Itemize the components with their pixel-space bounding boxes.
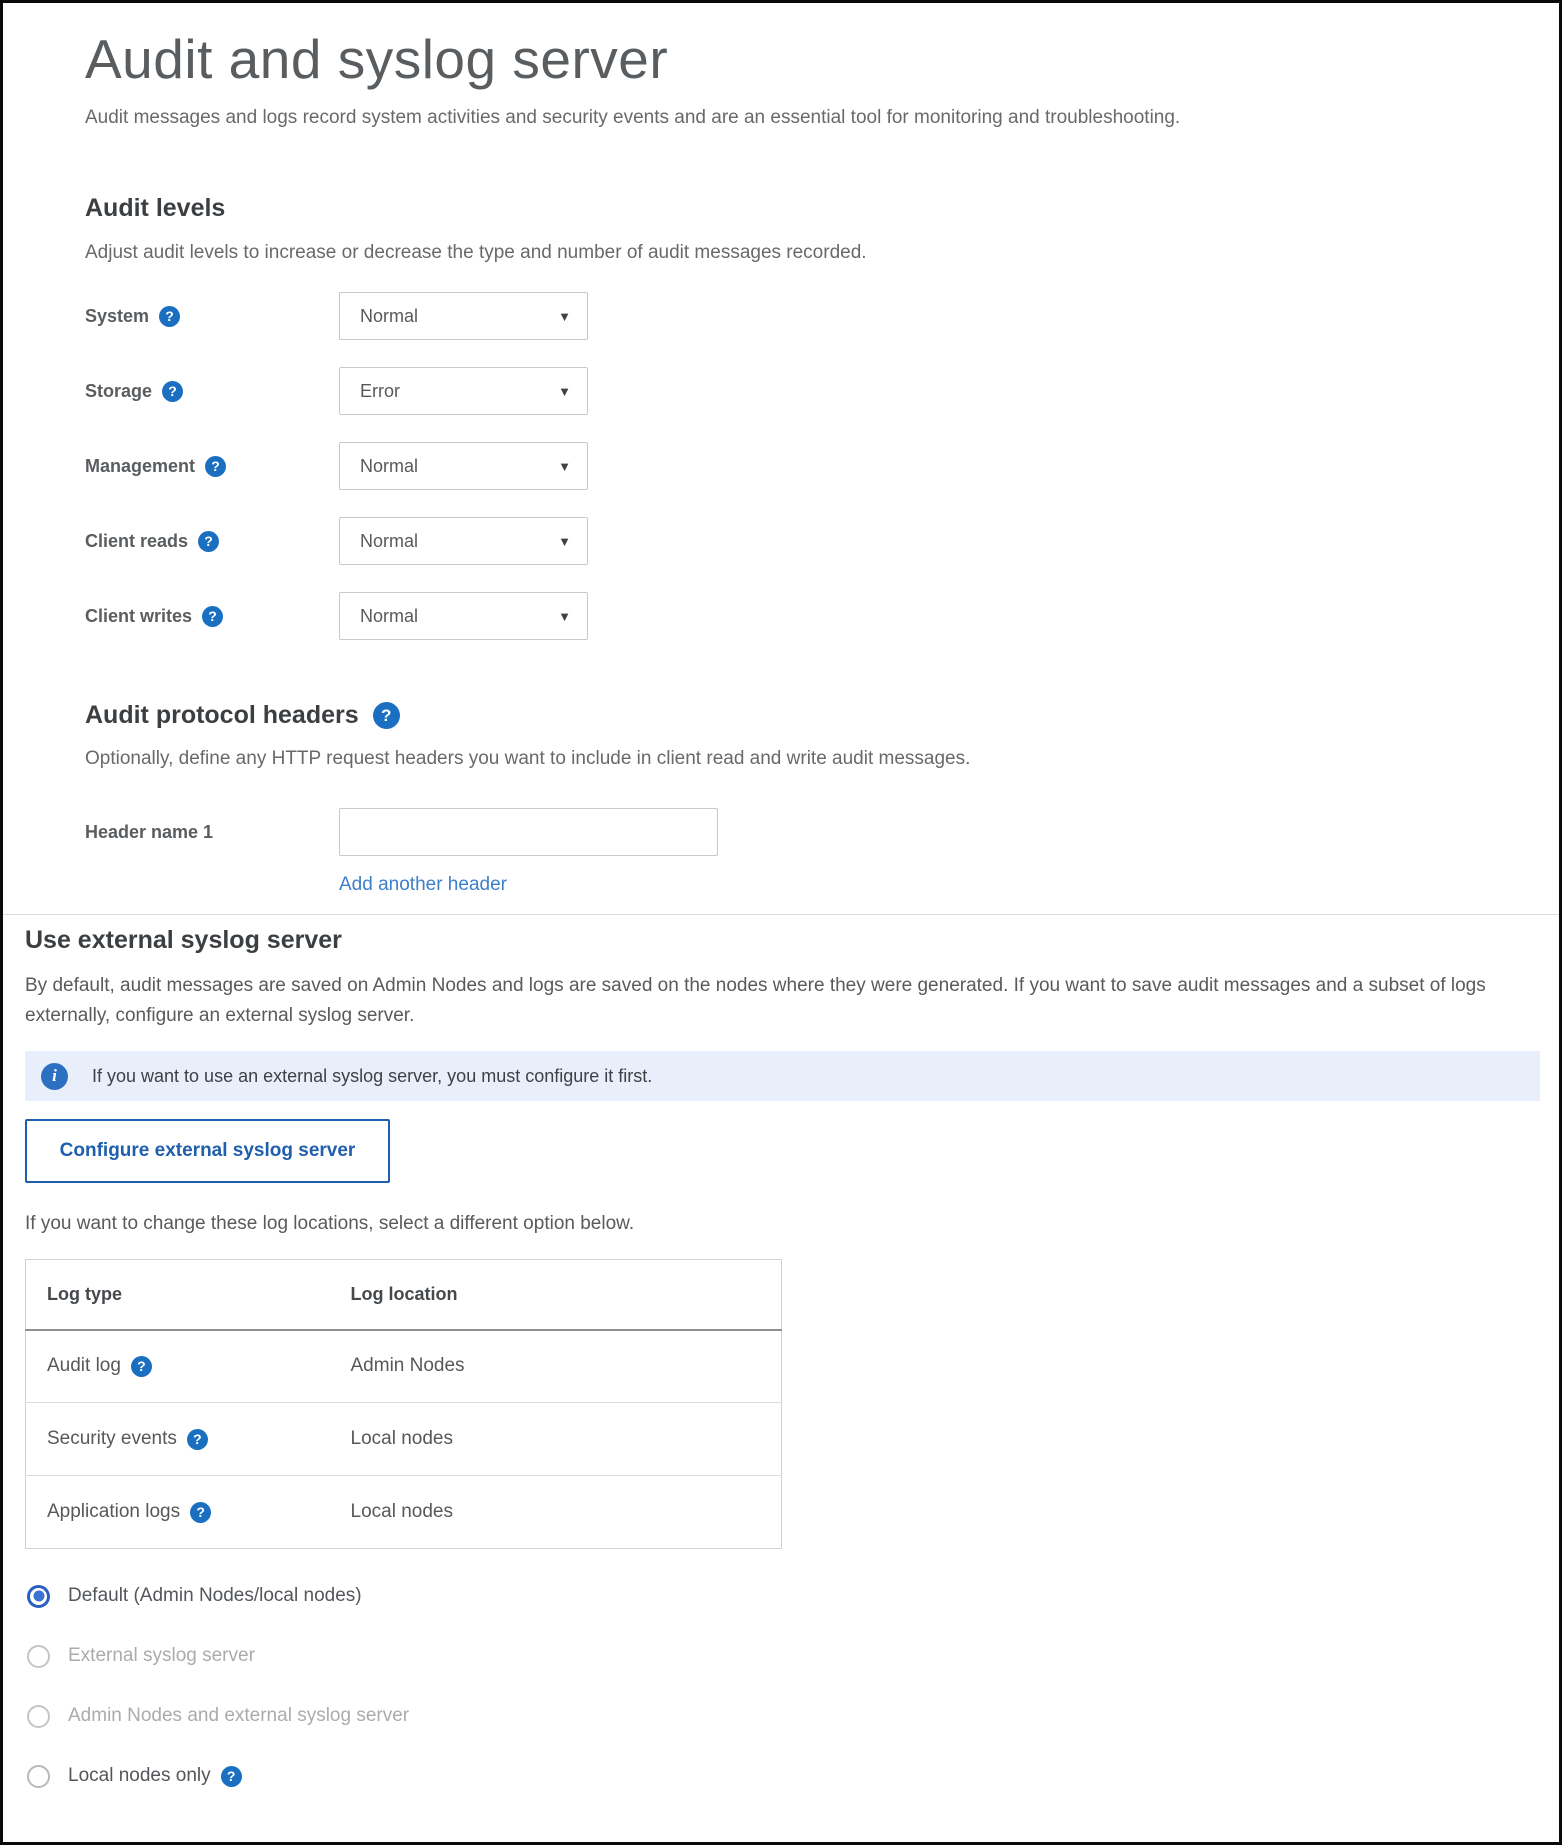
storage-label: Storage [85, 380, 153, 401]
storage-label-cell [85, 381, 339, 402]
audit-level-row-management [85, 442, 1499, 490]
radio-local-nodes-only-label: Local nodes only [68, 1765, 211, 1786]
table-row-audit-log [26, 1330, 782, 1403]
radio-admin-and-external-label: Admin Nodes and external syslog server [68, 1705, 410, 1726]
application-logs-location-cell: Local nodes [350, 1501, 453, 1522]
management-level-select[interactable] [339, 442, 588, 490]
local-nodes-only-help-icon[interactable]: ? [221, 1766, 242, 1787]
audit-level-row-client-writes [85, 592, 1499, 640]
table-header-row [26, 1260, 782, 1330]
audit-levels-heading: Audit levels [85, 194, 226, 222]
storage-level-value: Error [360, 380, 400, 401]
change-log-locations-note: If you want to change these log locations, select a different option below. [25, 1213, 635, 1234]
log-locations-table [25, 1259, 782, 1549]
option-local-nodes-only [27, 1765, 1537, 1787]
external-syslog-section [3, 923, 1559, 1787]
info-banner-text: If you want to use an external syslog server, you must configure it first. [92, 1065, 653, 1086]
header-name-label: Header name 1 [85, 821, 214, 842]
storage-level-select[interactable] [339, 367, 588, 415]
info-icon: i [41, 1063, 68, 1090]
log-location-column-header: Log location [351, 1260, 782, 1330]
audit-levels-form [85, 292, 1499, 640]
client-reads-label-cell [85, 531, 339, 552]
audit-settings-section [3, 27, 1559, 896]
radio-default-label: Default (Admin Nodes/local nodes) [68, 1585, 362, 1606]
radio-external-syslog-label: External syslog server [68, 1645, 255, 1666]
configure-external-syslog-button[interactable]: Configure external syslog server [25, 1119, 390, 1183]
audit-log-cell: Audit log [47, 1355, 121, 1377]
chevron-down-icon: ▼ [558, 383, 571, 399]
protocol-headers-heading-row [85, 698, 1499, 732]
audit-level-row-storage [85, 367, 1499, 415]
radio-external-syslog [27, 1645, 50, 1668]
table-row-application-logs [26, 1476, 782, 1549]
protocol-headers-heading: Audit protocol headers [85, 701, 359, 729]
page-title: Audit and syslog server [85, 28, 669, 90]
client-reads-help-icon[interactable]: ? [198, 531, 219, 552]
client-reads-label: Client reads [85, 530, 189, 551]
option-default [27, 1585, 1537, 1607]
header-name-label-cell [85, 822, 339, 843]
header-name-input[interactable] [339, 808, 718, 856]
audit-log-location-cell: Admin Nodes [351, 1330, 782, 1403]
option-admin-nodes-and-external [27, 1705, 1537, 1727]
client-reads-level-value: Normal [360, 530, 419, 551]
radio-default[interactable] [27, 1585, 50, 1608]
log-location-options [25, 1585, 1537, 1787]
chevron-down-icon: ▼ [558, 308, 571, 324]
client-writes-label: Client writes [85, 605, 193, 626]
client-writes-level-value: Normal [360, 605, 419, 626]
system-label-cell [85, 306, 339, 327]
header-name-row [85, 808, 1499, 856]
audit-level-row-client-reads [85, 517, 1499, 565]
security-events-help-icon[interactable]: ? [187, 1429, 208, 1450]
protocol-headers-help-icon[interactable]: ? [373, 702, 400, 729]
application-logs-help-icon[interactable]: ? [190, 1502, 211, 1523]
system-help-icon[interactable]: ? [159, 306, 180, 327]
audit-log-help-icon[interactable]: ? [131, 1356, 152, 1377]
system-label: System [85, 305, 150, 326]
chevron-down-icon: ▼ [558, 608, 571, 624]
audit-levels-description: Adjust audit levels to increase or decrease the type and number of audit messages recorded. [85, 242, 867, 263]
section-divider [3, 914, 1559, 915]
system-level-value: Normal [360, 305, 419, 326]
radio-admin-and-external [27, 1705, 50, 1728]
option-external-syslog-server [27, 1645, 1537, 1667]
management-level-value: Normal [360, 455, 419, 476]
client-reads-level-select[interactable] [339, 517, 588, 565]
client-writes-help-icon[interactable]: ? [202, 606, 223, 627]
log-type-column-header: Log type [26, 1260, 351, 1330]
management-label: Management [85, 455, 196, 476]
storage-help-icon[interactable]: ? [162, 381, 183, 402]
security-events-cell: Security events [47, 1428, 177, 1449]
client-writes-label-cell [85, 606, 339, 627]
table-row-security-events [26, 1403, 782, 1476]
external-syslog-heading: Use external syslog server [25, 926, 342, 954]
info-banner [25, 1051, 1540, 1101]
add-another-header-link[interactable]: Add another header [339, 874, 507, 895]
page-subtitle: Audit messages and logs record system activities and security events and are an essential tool for monitoring and troubleshooting. [85, 107, 1181, 128]
security-events-location-cell: Local nodes [351, 1403, 782, 1476]
management-label-cell [85, 456, 339, 477]
external-syslog-description: By default, audit messages are saved on Admin Nodes and logs are saved on the nodes where they were generated. If you want to save audit messages and a subset of logs externally, configure an external syslog server. [25, 975, 1486, 1026]
protocol-headers-description: Optionally, define any HTTP request headers you want to include in client read and write audit messages. [85, 748, 971, 769]
radio-local-nodes-only[interactable] [27, 1765, 50, 1788]
system-level-select[interactable] [339, 292, 588, 340]
chevron-down-icon: ▼ [558, 533, 571, 549]
management-help-icon[interactable]: ? [205, 456, 226, 477]
application-logs-cell: Application logs [47, 1501, 181, 1522]
chevron-down-icon: ▼ [558, 458, 571, 474]
audit-level-row-system [85, 292, 1499, 340]
client-writes-level-select[interactable] [339, 592, 588, 640]
